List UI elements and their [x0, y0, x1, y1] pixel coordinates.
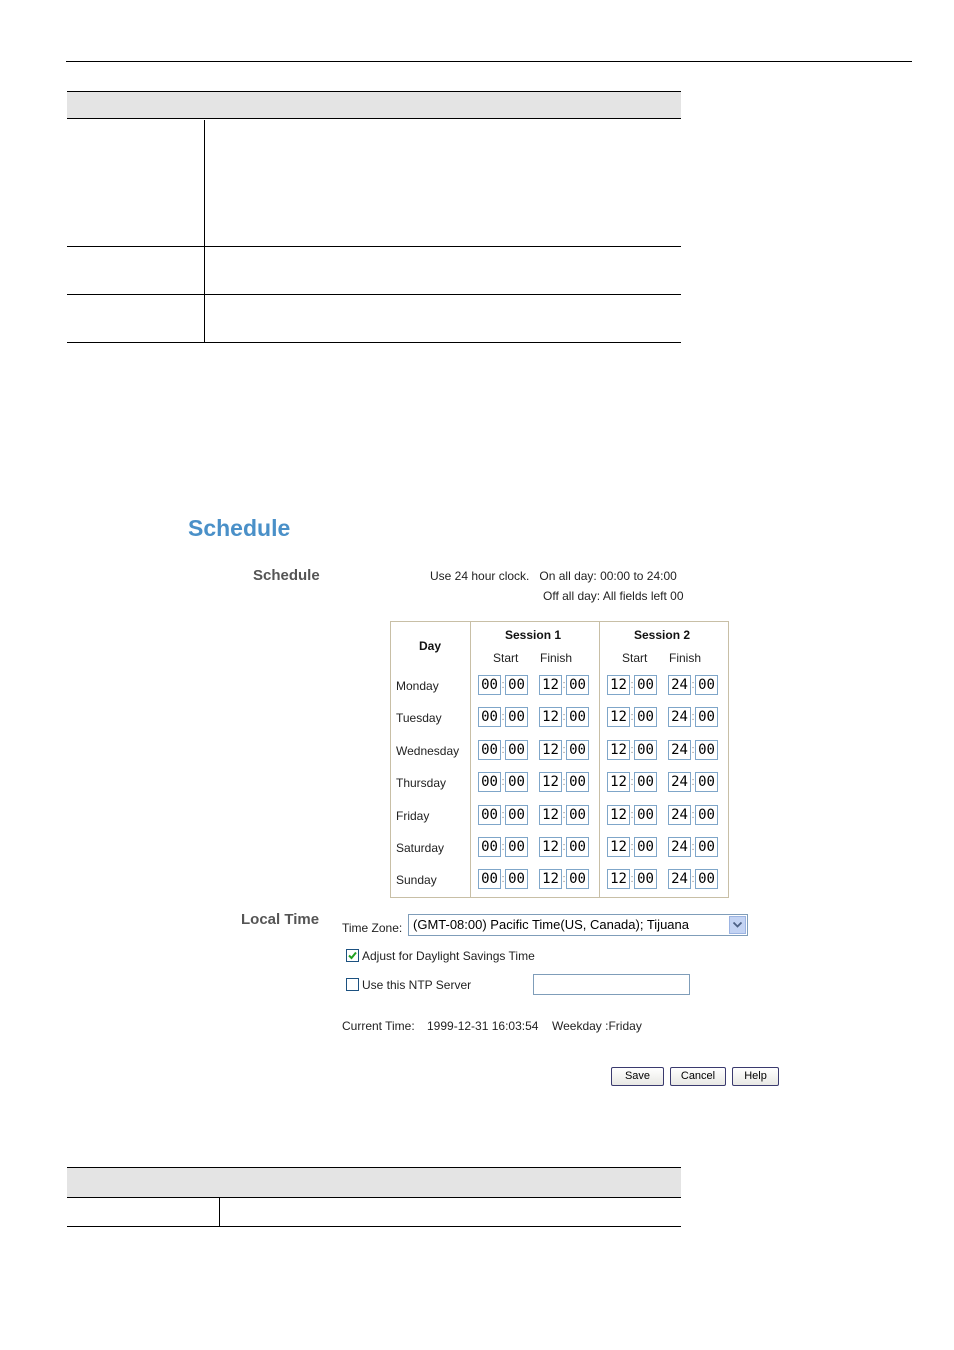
- time-separator: :: [501, 711, 505, 723]
- info-line-2: Off all day: All fields left 00: [543, 589, 684, 603]
- time-separator: :: [691, 873, 695, 885]
- s2-finish-minute-input[interactable]: 00: [695, 740, 718, 760]
- page-title: Schedule: [188, 515, 291, 541]
- s2-start-minute-input[interactable]: 00: [634, 707, 657, 727]
- time-zone-value: (GMT-08:00) Pacific Time(US, Canada); Tijuana: [413, 917, 689, 932]
- s2-finish-hour-input[interactable]: 24: [668, 772, 691, 792]
- time-separator: :: [691, 841, 695, 853]
- grid-divider: [599, 622, 600, 897]
- s1-start-hour-input[interactable]: 00: [478, 772, 501, 792]
- time-separator: :: [630, 841, 634, 853]
- doc-table-top-row-line: [67, 342, 681, 343]
- s1-finish-minute-input[interactable]: 00: [566, 837, 589, 857]
- s2-start-hour-input[interactable]: 12: [607, 675, 630, 695]
- local-time-label: Local Time: [241, 911, 320, 928]
- time-separator: :: [691, 744, 695, 756]
- doc-table-bottom: [67, 1167, 681, 1228]
- time-separator: :: [691, 679, 695, 691]
- time-separator: :: [501, 809, 505, 821]
- s1-start-hour-input[interactable]: 00: [478, 675, 501, 695]
- check-icon: [347, 950, 358, 961]
- s2-start-minute-input[interactable]: 00: [634, 675, 657, 695]
- info-line-1: Use 24 hour clock. On all day: 00:00 to 24:00: [430, 569, 677, 583]
- time-separator: :: [630, 809, 634, 821]
- dst-label: Adjust for Daylight Savings Time: [362, 949, 535, 963]
- weekday-text: Weekday :Friday: [552, 1019, 642, 1033]
- s2-start-hour-input[interactable]: 12: [607, 805, 630, 825]
- session2-start-label: Start: [622, 651, 648, 665]
- s1-start-hour-input[interactable]: 00: [478, 707, 501, 727]
- doc-table-top: [67, 91, 681, 343]
- current-time-label: Current Time:: [342, 1019, 415, 1033]
- session1-start-label: Start: [493, 651, 519, 665]
- time-separator: :: [691, 776, 695, 788]
- doc-table-top-divider: [204, 120, 205, 342]
- s2-start-minute-input[interactable]: 00: [634, 772, 657, 792]
- doc-table-top-row-line: [67, 246, 681, 247]
- s2-finish-hour-input[interactable]: 24: [668, 707, 691, 727]
- time-separator: :: [562, 744, 566, 756]
- s1-start-hour-input[interactable]: 00: [478, 805, 501, 825]
- time-separator: :: [501, 679, 505, 691]
- time-separator: :: [501, 744, 505, 756]
- day-label: Wednesday: [396, 744, 460, 758]
- day-label: Thursday: [396, 776, 447, 790]
- ntp-server-input[interactable]: [533, 974, 690, 995]
- doc-table-bottom-row-line: [67, 1226, 681, 1227]
- s2-finish-minute-input[interactable]: 00: [695, 805, 718, 825]
- chevron-down-icon[interactable]: [729, 916, 746, 934]
- s2-start-minute-input[interactable]: 00: [634, 869, 657, 889]
- s2-start-hour-input[interactable]: 12: [607, 837, 630, 857]
- s1-start-hour-input[interactable]: 00: [478, 740, 501, 760]
- help-button[interactable]: Help: [732, 1067, 779, 1086]
- s1-finish-hour-input[interactable]: 12: [539, 740, 562, 760]
- s2-start-minute-input[interactable]: 00: [634, 805, 657, 825]
- time-separator: :: [501, 776, 505, 788]
- s1-finish-minute-input[interactable]: 00: [566, 675, 589, 695]
- time-separator: :: [630, 711, 634, 723]
- time-separator: :: [562, 873, 566, 885]
- s2-start-minute-input[interactable]: 00: [634, 837, 657, 857]
- s1-start-minute-input[interactable]: 00: [505, 707, 528, 727]
- time-separator: :: [562, 679, 566, 691]
- day-label: Tuesday: [396, 711, 442, 725]
- time-separator: :: [501, 873, 505, 885]
- s2-start-hour-input[interactable]: 12: [607, 740, 630, 760]
- s2-start-hour-input[interactable]: 12: [607, 869, 630, 889]
- s1-finish-hour-input[interactable]: 12: [539, 837, 562, 857]
- s1-finish-hour-input[interactable]: 12: [539, 772, 562, 792]
- s1-start-hour-input[interactable]: 00: [478, 837, 501, 857]
- day-label: Friday: [396, 809, 430, 823]
- grid-divider: [470, 622, 471, 897]
- doc-table-top-row-line: [67, 294, 681, 295]
- session1-header: Session 1: [505, 628, 562, 642]
- schedule-grid: [390, 621, 729, 898]
- s1-finish-minute-input[interactable]: 00: [566, 805, 589, 825]
- s1-start-minute-input[interactable]: 00: [505, 805, 528, 825]
- time-separator: :: [501, 841, 505, 853]
- doc-table-bottom-divider: [219, 1198, 220, 1227]
- current-time-value: 1999-12-31 16:03:54: [427, 1019, 539, 1033]
- session2-finish-label: Finish: [669, 651, 702, 665]
- s2-finish-hour-input[interactable]: 24: [668, 740, 691, 760]
- s1-finish-minute-input[interactable]: 00: [566, 740, 589, 760]
- ntp-checkbox[interactable]: [346, 978, 359, 991]
- s1-start-hour-input[interactable]: 00: [478, 869, 501, 889]
- s1-finish-minute-input[interactable]: 00: [566, 772, 589, 792]
- s2-finish-hour-input[interactable]: 24: [668, 869, 691, 889]
- time-separator: :: [691, 711, 695, 723]
- s1-start-minute-input[interactable]: 00: [505, 675, 528, 695]
- s1-start-minute-input[interactable]: 00: [505, 772, 528, 792]
- s2-finish-minute-input[interactable]: 00: [695, 869, 718, 889]
- s1-finish-hour-input[interactable]: 12: [539, 869, 562, 889]
- time-separator: :: [562, 711, 566, 723]
- session2-header: Session 2: [634, 628, 691, 642]
- time-separator: :: [630, 776, 634, 788]
- day-label: Sunday: [396, 873, 437, 887]
- time-separator: :: [630, 744, 634, 756]
- s1-finish-hour-input[interactable]: 12: [539, 675, 562, 695]
- header-rule: [66, 61, 912, 62]
- time-separator: :: [562, 776, 566, 788]
- s2-finish-minute-input[interactable]: 00: [695, 772, 718, 792]
- s1-finish-hour-input[interactable]: 12: [539, 805, 562, 825]
- s1-start-minute-input[interactable]: 00: [505, 740, 528, 760]
- save-button[interactable]: Save: [611, 1067, 664, 1086]
- s2-finish-minute-input[interactable]: 00: [695, 837, 718, 857]
- s2-start-hour-input[interactable]: 12: [607, 772, 630, 792]
- doc-table-bottom-header: [67, 1167, 681, 1198]
- s2-finish-minute-input[interactable]: 00: [695, 675, 718, 695]
- cancel-button[interactable]: Cancel: [670, 1067, 726, 1086]
- day-label: Saturday: [396, 841, 445, 855]
- s2-start-minute-input[interactable]: 00: [634, 740, 657, 760]
- s1-finish-minute-input[interactable]: 00: [566, 869, 589, 889]
- dst-checkbox[interactable]: [346, 949, 359, 962]
- time-zone-select[interactable]: [408, 914, 748, 936]
- s1-start-minute-input[interactable]: 00: [505, 837, 528, 857]
- s2-start-hour-input[interactable]: 12: [607, 707, 630, 727]
- s1-finish-hour-input[interactable]: 12: [539, 707, 562, 727]
- time-separator: :: [630, 873, 634, 885]
- session1-finish-label: Finish: [540, 651, 573, 665]
- time-separator: :: [562, 809, 566, 821]
- day-header: Day: [419, 639, 442, 653]
- s2-finish-hour-input[interactable]: 24: [668, 837, 691, 857]
- s1-finish-minute-input[interactable]: 00: [566, 707, 589, 727]
- s2-finish-minute-input[interactable]: 00: [695, 707, 718, 727]
- s1-start-minute-input[interactable]: 00: [505, 869, 528, 889]
- s2-finish-hour-input[interactable]: 24: [668, 675, 691, 695]
- time-separator: :: [630, 679, 634, 691]
- ntp-label: Use this NTP Server: [362, 978, 472, 992]
- s2-finish-hour-input[interactable]: 24: [668, 805, 691, 825]
- day-label: Monday: [396, 679, 439, 693]
- time-zone-label: Time Zone:: [342, 921, 403, 935]
- doc-table-top-header: [67, 91, 681, 119]
- schedule-section-label: Schedule: [253, 567, 320, 584]
- time-separator: :: [562, 841, 566, 853]
- time-separator: :: [691, 809, 695, 821]
